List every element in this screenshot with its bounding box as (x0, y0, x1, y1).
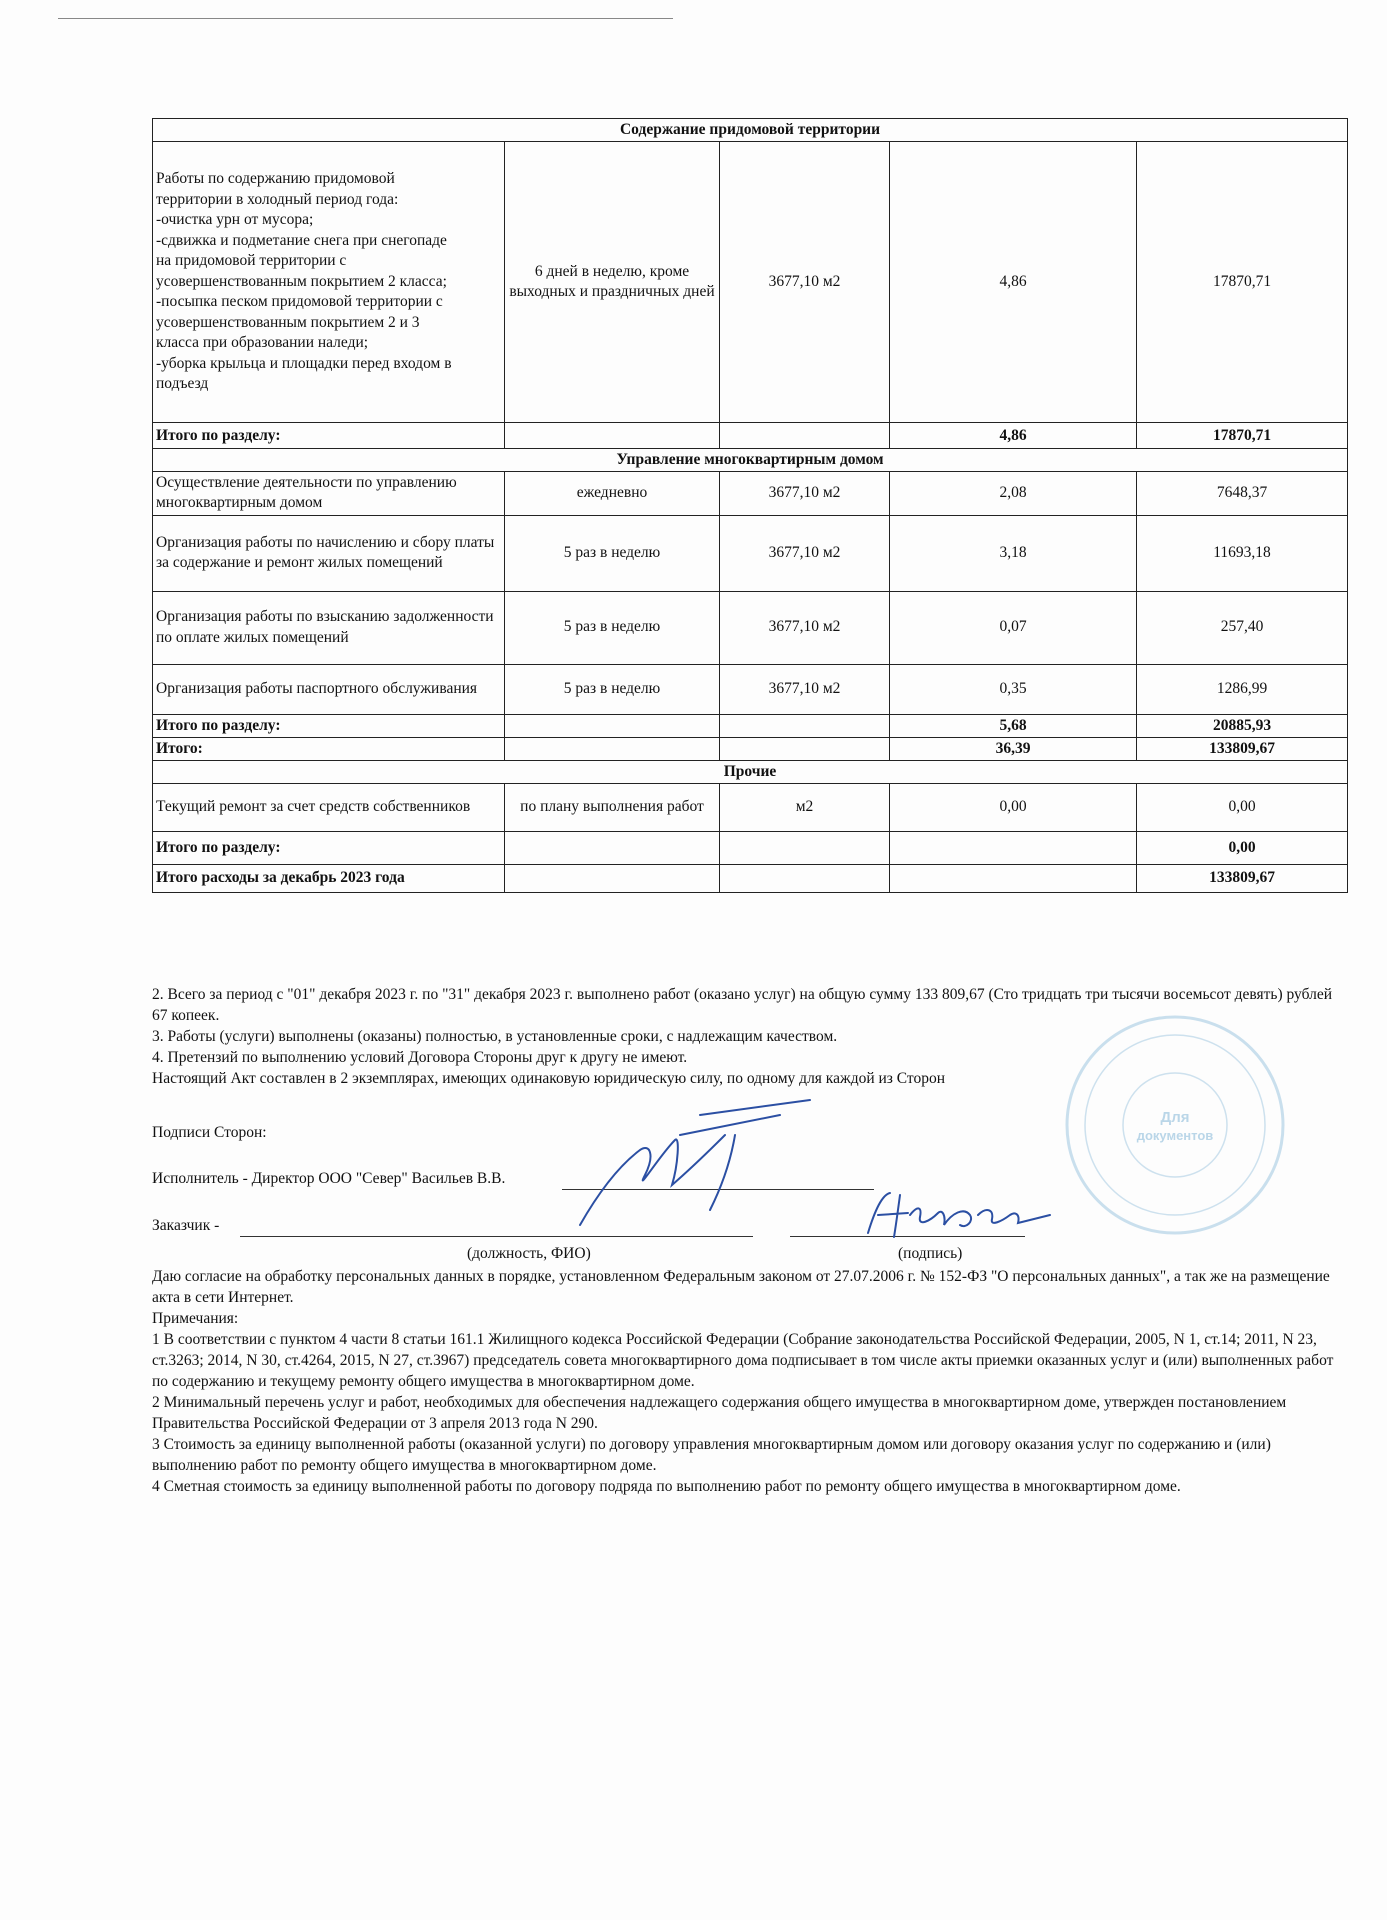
work-frequency: 5 раз в неделю (505, 591, 720, 664)
work-frequency: 5 раз в неделю (505, 664, 720, 714)
work-rate: 4,86 (890, 142, 1137, 423)
section-title: Содержание придомовой территории (153, 119, 1348, 142)
section-title: Прочие (153, 760, 1348, 783)
section-title: Управление многоквартирным домом (153, 449, 1348, 472)
total-rate: 36,39 (890, 737, 1137, 760)
notes-block (152, 1266, 1347, 1497)
work-sum: 11693,18 (1137, 515, 1348, 591)
work-description: Организация работы по взысканию задолженности по оплате жилых помещений (153, 591, 505, 664)
work-volume: 3677,10 м2 (720, 664, 890, 714)
work-sum: 17870,71 (1137, 142, 1348, 423)
section-header (153, 760, 1348, 783)
table-row (153, 783, 1348, 831)
subtotal-row (153, 423, 1348, 449)
stamp-seal (1060, 1010, 1290, 1240)
description-line: -посыпка песком придомовой территории с (156, 293, 443, 311)
work-rate: 0,07 (890, 591, 1137, 664)
subtotal-label: Итого по разделу: (153, 714, 505, 737)
subtotal-sum: 0,00 (1137, 831, 1348, 864)
table-row (153, 142, 1348, 423)
table-row (153, 664, 1348, 714)
grand-total-sum: 133809,67 (1137, 864, 1348, 892)
note-item: 4 Сметная стоимость за единицу выполненной работы по договору подряда по выполнению работ по ремонту общего имущества в многоквартирном доме. (152, 1478, 1181, 1495)
work-rate: 2,08 (890, 472, 1137, 515)
paragraph-total-amount: 2. Всего за период с "01" декабря 2023 г. по "31" декабря 2023 г. выполнено работ (оказано услуг) на общую сумму 133 809,67 (Сто тридцать три тысячи восемьсот девять) рублей 67 копеек. (152, 986, 1333, 1024)
work-frequency: по плану выполнения работ (505, 783, 720, 831)
description-line: территории в холодный период года: (156, 190, 399, 208)
total-label: Итого: (153, 737, 505, 760)
work-frequency: 6 дней в неделю, кроме выходных и праздничных дней (505, 142, 720, 423)
work-rate: 0,00 (890, 783, 1137, 831)
section-header (153, 119, 1348, 142)
work-rate: 0,35 (890, 664, 1137, 714)
subtotal-row (153, 831, 1348, 864)
subtotal-label: Итого по разделу: (153, 423, 505, 449)
services-table (152, 118, 1348, 893)
signatures-heading: Подписи Сторон: (152, 1124, 267, 1141)
subtotal-sum: 17870,71 (1137, 423, 1348, 449)
work-description: Организация работы по начислению и сбору платы за содержание и ремонт жилых помещений (153, 515, 505, 591)
work-frequency: 5 раз в неделю (505, 515, 720, 591)
note-item: 3 Стоимость за единицу выполненной работы (оказанной услуги) по договору управления многоквартирным домом или договору оказания услуг по содержанию и (или) выполнению работ по ремонту общего имущества в многоквартирном доме. (152, 1436, 1271, 1474)
description-line: -очистка урн от мусора; (156, 211, 314, 229)
executor-signature (560, 1095, 820, 1235)
subtotal-rate: 5,68 (890, 714, 1137, 737)
table-row (153, 591, 1348, 664)
top-rule (58, 18, 673, 19)
description-line: усовершенствованным покрытием 2 класса; (156, 272, 447, 290)
paragraph-claims: 4. Претензий по выполнению условий Договора Стороны друг к другу не имеют. (152, 1049, 688, 1066)
work-description (153, 142, 505, 423)
notes-heading: Примечания: (152, 1310, 239, 1327)
work-description: Организация работы паспортного обслуживания (153, 664, 505, 714)
caption-signature: (подпись) (898, 1245, 963, 1262)
description-line: -уборка крыльца и площадки перед входом в (156, 354, 452, 372)
table-row (153, 515, 1348, 591)
subtotal-rate: 4,86 (890, 423, 1137, 449)
customer-line: Заказчик - (152, 1217, 220, 1234)
executor-line: Исполнитель - Директор ООО "Север" Васильев В.В. (152, 1170, 506, 1187)
work-frequency: ежедневно (505, 472, 720, 515)
work-sum: 0,00 (1137, 783, 1348, 831)
description-line: -сдвижка и подметание снега при снегопаде (156, 231, 447, 249)
subtotal-sum: 20885,93 (1137, 714, 1348, 737)
note-item: 2 Минимальный перечень услуг и работ, необходимых для обеспечения надлежащего содержания общего имущества в многоквартирном доме, утвержден постановлением Правительства Российской Федерации от 3 апреля 2013 года N 290. (152, 1394, 1287, 1432)
total-row (153, 737, 1348, 760)
description-line: усовершенствованным покрытием 2 и 3 (156, 313, 420, 331)
description-line: класса при образовании наледи; (156, 334, 369, 352)
subtotal-label: Итого по разделу: (153, 831, 505, 864)
work-volume: м2 (720, 783, 890, 831)
description-line: подъезд (156, 375, 209, 393)
section-header (153, 449, 1348, 472)
grand-total-label: Итого расходы за декабрь 2023 года (153, 864, 505, 892)
paragraph-copies: Настоящий Акт составлен в 2 экземплярах, имеющих одинаковую юридическую силу, по одному для каждой из Сторон (152, 1070, 946, 1087)
total-sum: 133809,67 (1137, 737, 1348, 760)
work-volume: 3677,10 м2 (720, 142, 890, 423)
work-sum: 257,40 (1137, 591, 1348, 664)
caption-position: (должность, ФИО) (467, 1245, 591, 1262)
work-description: Осуществление деятельности по управлению многоквартирным домом (153, 472, 505, 515)
table-row (153, 472, 1348, 515)
work-rate: 3,18 (890, 515, 1137, 591)
subtotal-row (153, 714, 1348, 737)
consent-text: Даю согласие на обработку персональных данных в порядке, установленном Федеральным законом от 27.07.2006 г. № 152-ФЗ "О персональных данных", а так же на размещение акта в сети Интернет. (152, 1268, 1330, 1306)
stamp-text: документов (1136, 1128, 1214, 1143)
customer-signature (860, 1185, 1060, 1245)
work-description: Текущий ремонт за счет средств собственников (153, 783, 505, 831)
description-line: Работы по содержанию придомовой (156, 170, 395, 188)
work-volume: 3677,10 м2 (720, 472, 890, 515)
stamp-text: Для (1160, 1109, 1190, 1126)
description-line: на придомовой территории с (156, 252, 347, 270)
grand-total-row (153, 864, 1348, 892)
paragraph-quality: 3. Работы (услуги) выполнены (оказаны) полностью, в установленные сроки, с надлежащим качеством. (152, 1028, 838, 1045)
note-item: 1 В соответствии с пунктом 4 части 8 статьи 161.1 Жилищного кодекса Российской Федерации (Собрание законодательства Российской Федерации, 2005, N 1, ст.14; 2011, N 23, ст.3263; 2014, N 30, ст.4264, 2015, N 27, ст.3967) председатель совета многоквартирного дома подписывает в том числе акты приемки оказанных услуг и (или) выполненных работ по содержанию и текущему ремонту общего имущества в многоквартирном доме. (152, 1331, 1334, 1390)
work-sum: 1286,99 (1137, 664, 1348, 714)
work-sum: 7648,37 (1137, 472, 1348, 515)
work-volume: 3677,10 м2 (720, 591, 890, 664)
work-volume: 3677,10 м2 (720, 515, 890, 591)
customer-position-line (240, 1236, 753, 1237)
